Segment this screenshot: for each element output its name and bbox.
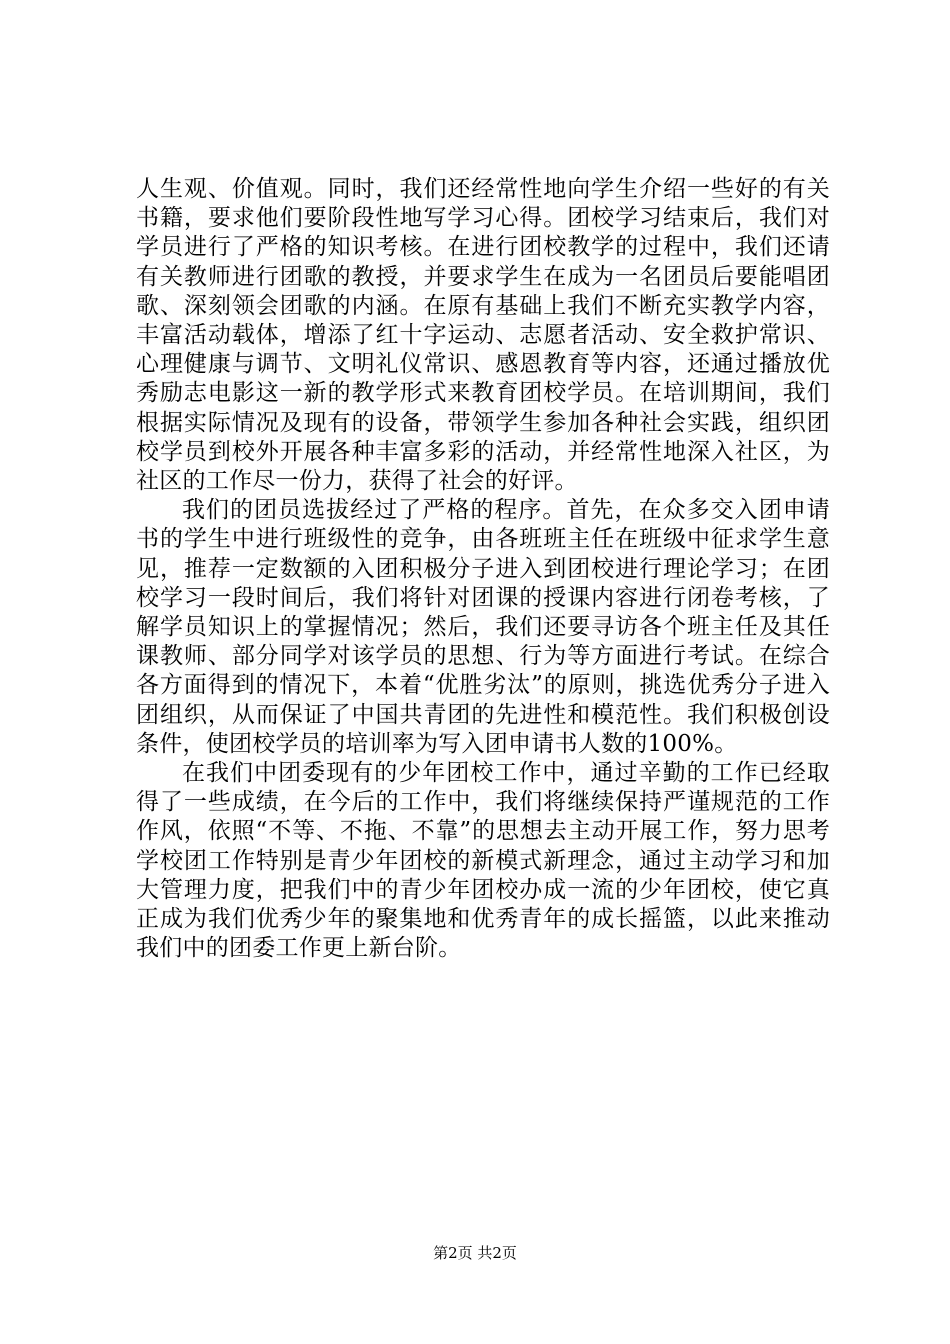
paragraph-2: 我们的团员选拔经过了严格的程序。首先，在众多交入团申请书的学生中进行班级性的竞争，由各班班主任在班级中征求学生意见，推荐一定数额的入团积极分子进入到团校进行理论学习；在团校学习一段时间后，我们将针对团课的授课内容进行闭卷考核，了解学员知识上的掌握情况；然后，我们还要寻访各个班主任及其任课教师、部分同学对该学员的思想、行为等方面进行考试。在综合各方面得到的情况下，本着“优胜劣汰”的原则，挑选优秀分子进入团组织，从而保证了中国共青团的先进性和模范性。我们积极创设条件，使团校学员的培训率为写入团申请书人数的100%。 xyxy=(136,497,830,757)
document-body xyxy=(136,175,830,963)
page-number-footer: 第2页 共2页 xyxy=(433,1244,517,1262)
paragraph-1: 人生观、价值观。同时，我们还经常性地向学生介绍一些好的有关书籍，要求他们要阶段性地写学习心得。团校学习结束后，我们对学员进行了严格的知识考核。在进行团校教学的过程中，我们还请有关教师进行团歌的教授，并要求学生在成为一名团员后要能唱团歌、深刻领会团歌的内涵。在原有基础上我们不断充实教学内容，丰富活动载体，增添了红十字运动、志愿者活动、安全救护常识、心理健康与调节、文明礼仪常识、感恩教育等内容，还通过播放优秀励志电影这一新的教学形式来教育团校学员。在培训期间，我们根据实际情况及现有的设备，带领学生参加各种社会实践，组织团校学员到校外开展各种丰富多彩的活动，并经常性地深入社区，为社区的工作尽一份力，获得了社会的好评。 xyxy=(136,176,830,495)
paragraph-3: 在我们中团委现有的少年团校工作中，通过辛勤的工作已经取得了一些成绩，在今后的工作中，我们将继续保持严谨规范的工作作风，依照“不等、不拖、不靠”的思想去主动开展工作，努力思考学校团工作特别是青少年团校的新模式新理念，通过主动学习和加大管理力度，把我们中的青少年团校办成一流的少年团校，使它真正成为我们优秀少年的聚集地和优秀青年的成长摇篮，以此来推动我们中的团委工作更上新台阶。 xyxy=(136,760,830,962)
